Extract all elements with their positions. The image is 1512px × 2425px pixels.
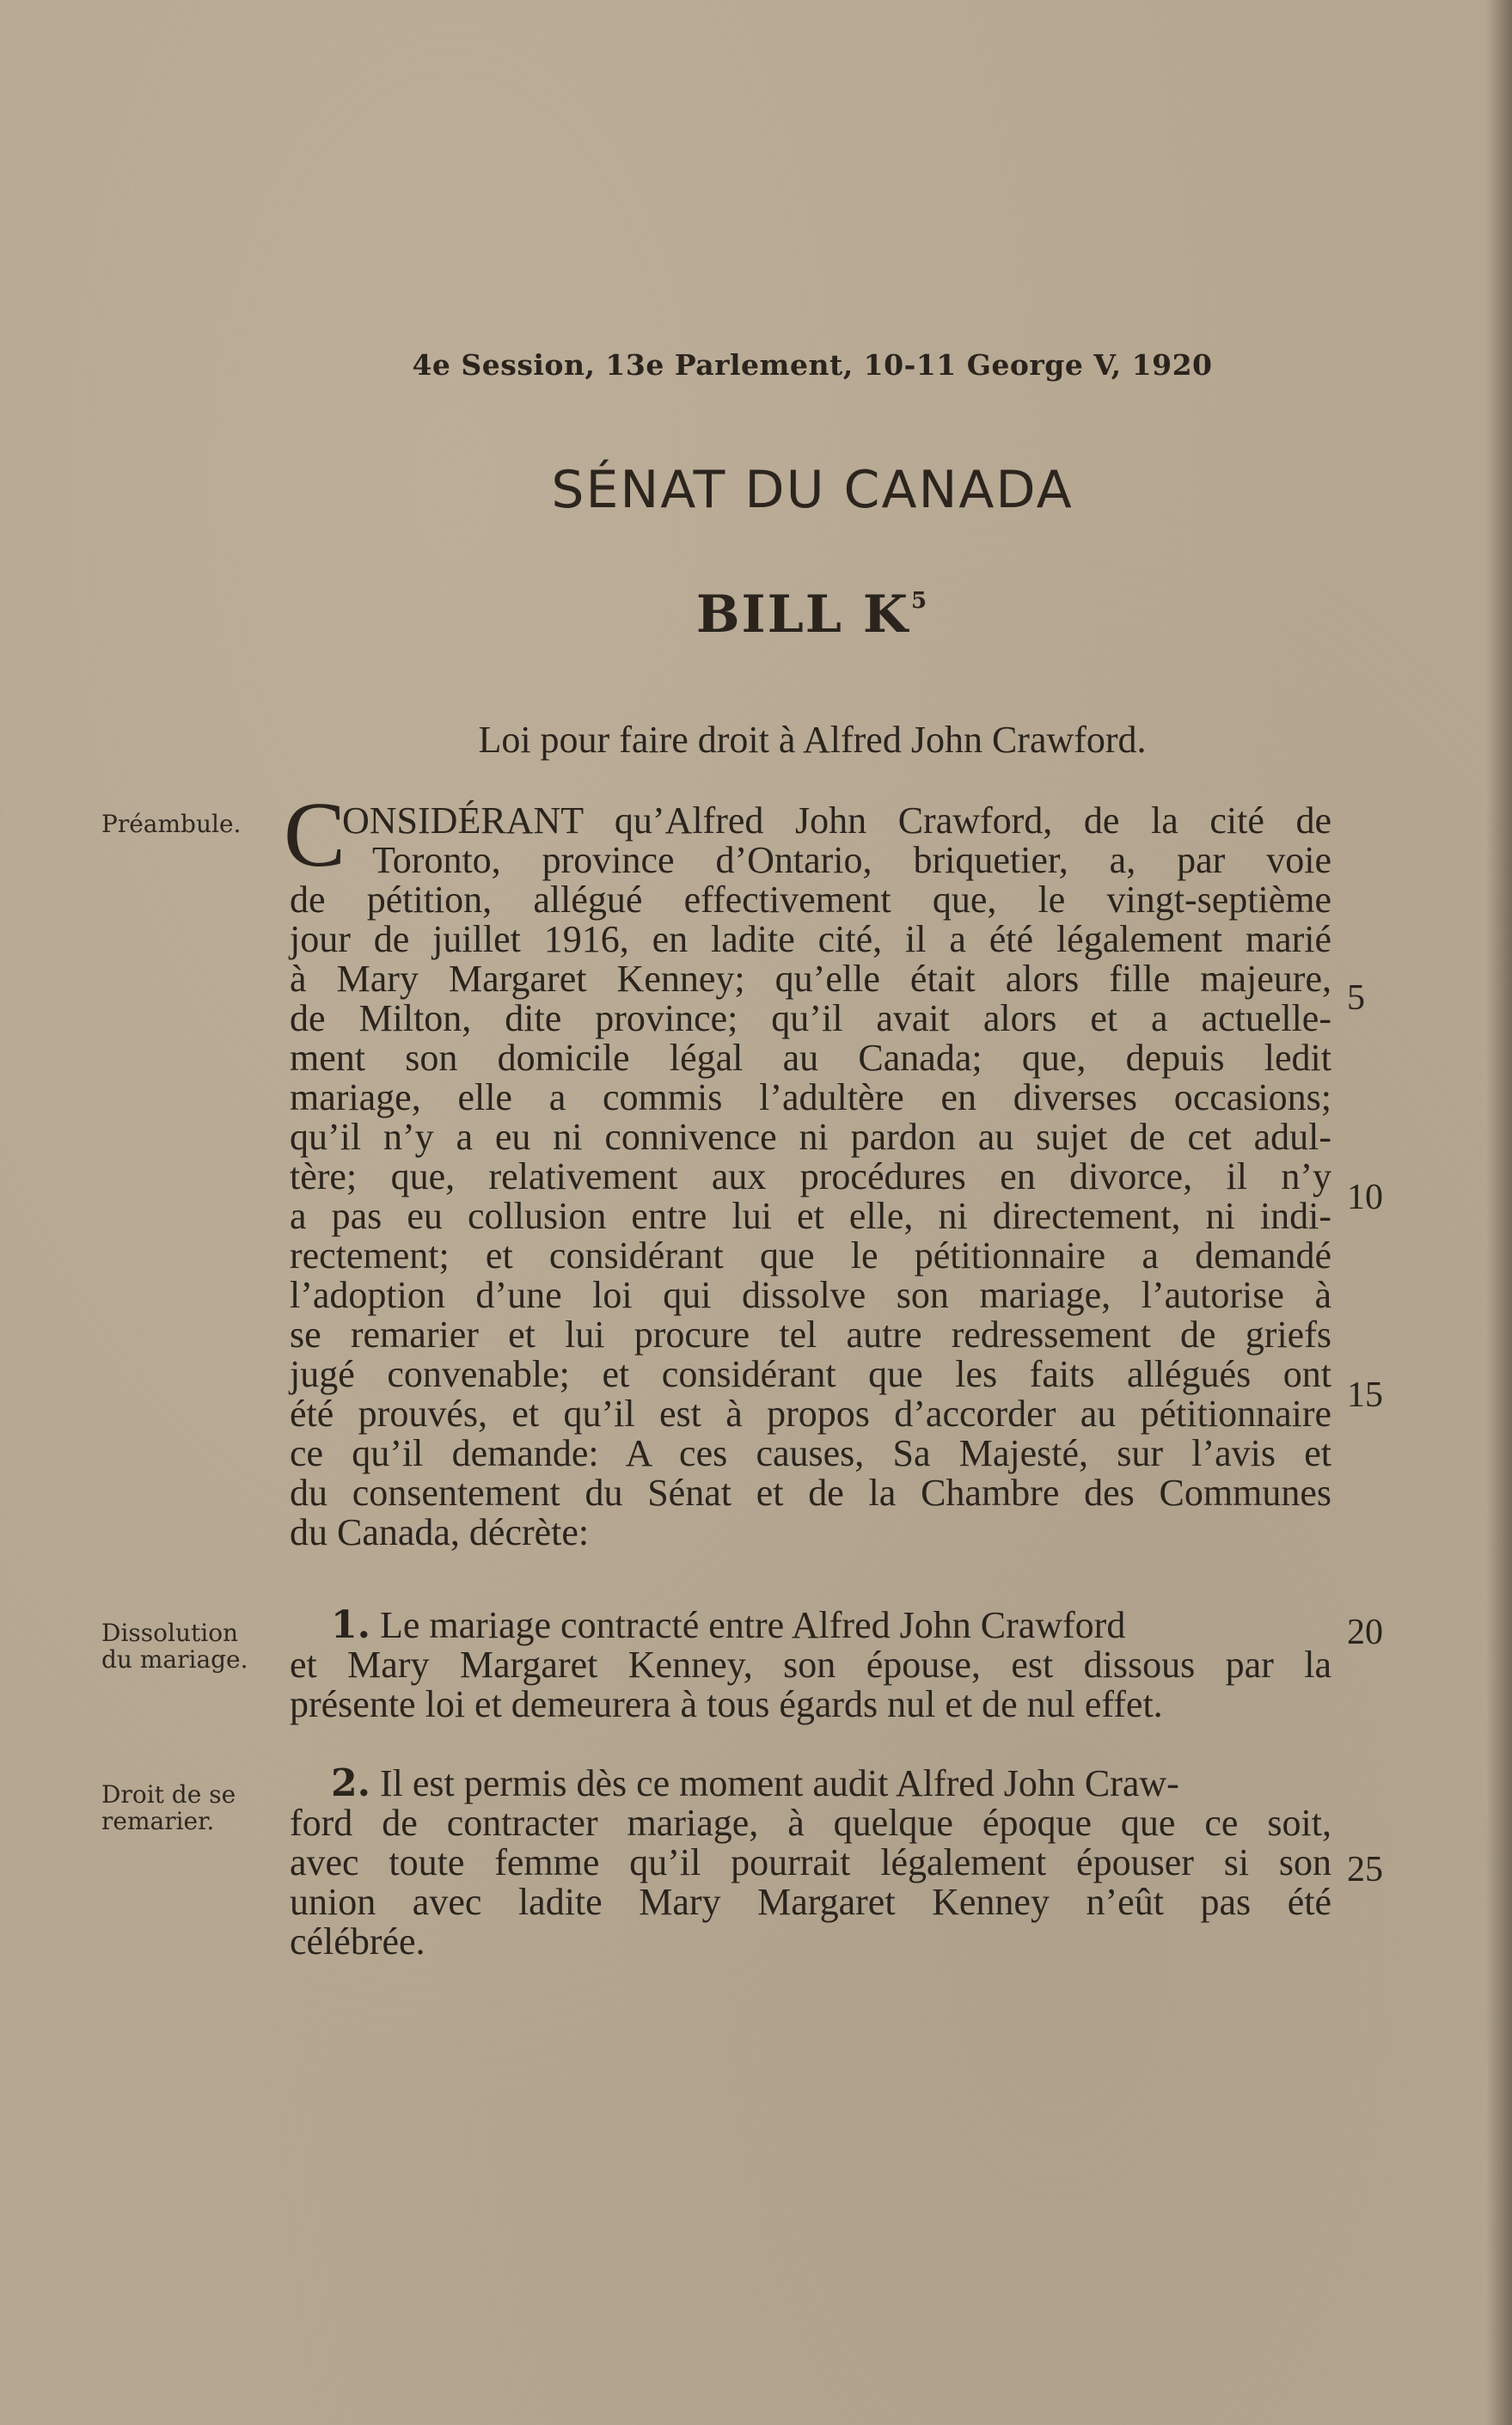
- margin-note-remarry-2: remarier.: [101, 1807, 215, 1835]
- section-1-text: Le mariage contracté entre Alfred John Crawford: [379, 1604, 1126, 1646]
- preamble-line: de Milton, dite province; qu’il avait alors et a actuelle-: [290, 997, 1331, 1039]
- preamble-line: du consentement du Sénat et de la Chambre des Communes: [290, 1472, 1331, 1514]
- session-heading: 4e Session, 13e Parlement, 10-11 George V, 1920: [412, 348, 1213, 382]
- section-1-line: et Mary Margaret Kenney, son épouse, est dissous par la: [290, 1644, 1331, 1686]
- section-2-text: Il est permis dès ce moment audit Alfred John Craw-: [379, 1762, 1179, 1804]
- preamble-line: jugé convenable; et considérant que les faits allégués ont: [290, 1353, 1331, 1395]
- bill-superscript: 5: [911, 588, 929, 614]
- preamble-line: Toronto, province d’Ontario, briquetier, a, par voie: [372, 839, 1331, 881]
- preamble-line: tère; que, relativement aux procédures en divorce, il n’y: [290, 1155, 1331, 1197]
- preamble-line: ce qu’il demande: A ces causes, Sa Majesté, sur l’avis et: [290, 1432, 1331, 1474]
- preamble-drop-cap: C: [284, 784, 346, 886]
- preamble-line: mariage, elle a commis l’adultère en diverses occasions;: [290, 1076, 1331, 1118]
- margin-note-preamble: Préambule.: [101, 810, 242, 838]
- preamble-line: l’adoption d’une loi qui dissolve son mariage, l’autorise à: [290, 1274, 1331, 1316]
- preamble-line: ment son domicile légal au Canada; que, depuis ledit: [290, 1037, 1331, 1079]
- preamble-line: a pas eu collusion entre lui et elle, ni directement, ni indi-: [290, 1195, 1331, 1237]
- bill-heading: [0, 585, 1512, 645]
- preamble-line: du Canada, décrète:: [290, 1511, 590, 1553]
- bill-label: BILL K: [695, 585, 910, 645]
- line-number: 25: [1347, 1850, 1383, 1889]
- line-number: 10: [1347, 1178, 1383, 1217]
- margin-note-dissolution-1: Dissolution: [101, 1619, 239, 1647]
- line-number: 5: [1347, 978, 1365, 1018]
- senate-heading: SÉNAT DU CANADA: [551, 460, 1074, 520]
- margin-note-remarry-1: Droit de se: [101, 1780, 236, 1809]
- preamble-line: été prouvés, et qu’il est à propos d’accorder au pétitionnaire: [290, 1393, 1331, 1435]
- margin-note-dissolution-2: du mariage.: [101, 1645, 248, 1674]
- section-2-line: [331, 1761, 1331, 1805]
- preamble-line: ONSIDÉRANT qu’Alfred John Crawford, de la cité de: [342, 799, 1331, 842]
- preamble-line: à Mary Margaret Kenney; qu’elle était alors fille majeure,: [290, 958, 1331, 1000]
- section-2-line: ford de contracter mariage, à quelque époque que ce soit,: [290, 1802, 1331, 1844]
- preamble-line: jour de juillet 1916, en ladite cité, il a été légalement marié: [290, 918, 1331, 960]
- section-2-line: avec toute femme qu’il pourrait légalement épouser si son: [290, 1841, 1331, 1883]
- section-1-line: [331, 1603, 1331, 1647]
- line-number: 20: [1347, 1613, 1383, 1652]
- section-2-line: union avec ladite Mary Margaret Kenney n’eût pas été: [290, 1881, 1331, 1923]
- preamble-line: rectement; et considérant que le pétitionnaire a demandé: [290, 1234, 1331, 1277]
- section-1-number: 1.: [331, 1603, 370, 1647]
- line-number: 15: [1347, 1375, 1383, 1415]
- bill-title: Loi pour faire droit à Alfred John Crawford.: [478, 719, 1147, 761]
- section-2-line: célébrée.: [290, 1920, 425, 1963]
- section-1-line: présente loi et demeurera à tous égards nul et de nul effet.: [290, 1683, 1163, 1725]
- preamble-line: de pétition, allégué effectivement que, le vingt-septième: [290, 879, 1331, 921]
- preamble-line: se remarier et lui procure tel autre redressement de griefs: [290, 1314, 1331, 1356]
- preamble-line: qu’il n’y a eu ni connivence ni pardon au sujet de cet adul-: [290, 1116, 1331, 1158]
- section-2-number: 2.: [331, 1761, 370, 1805]
